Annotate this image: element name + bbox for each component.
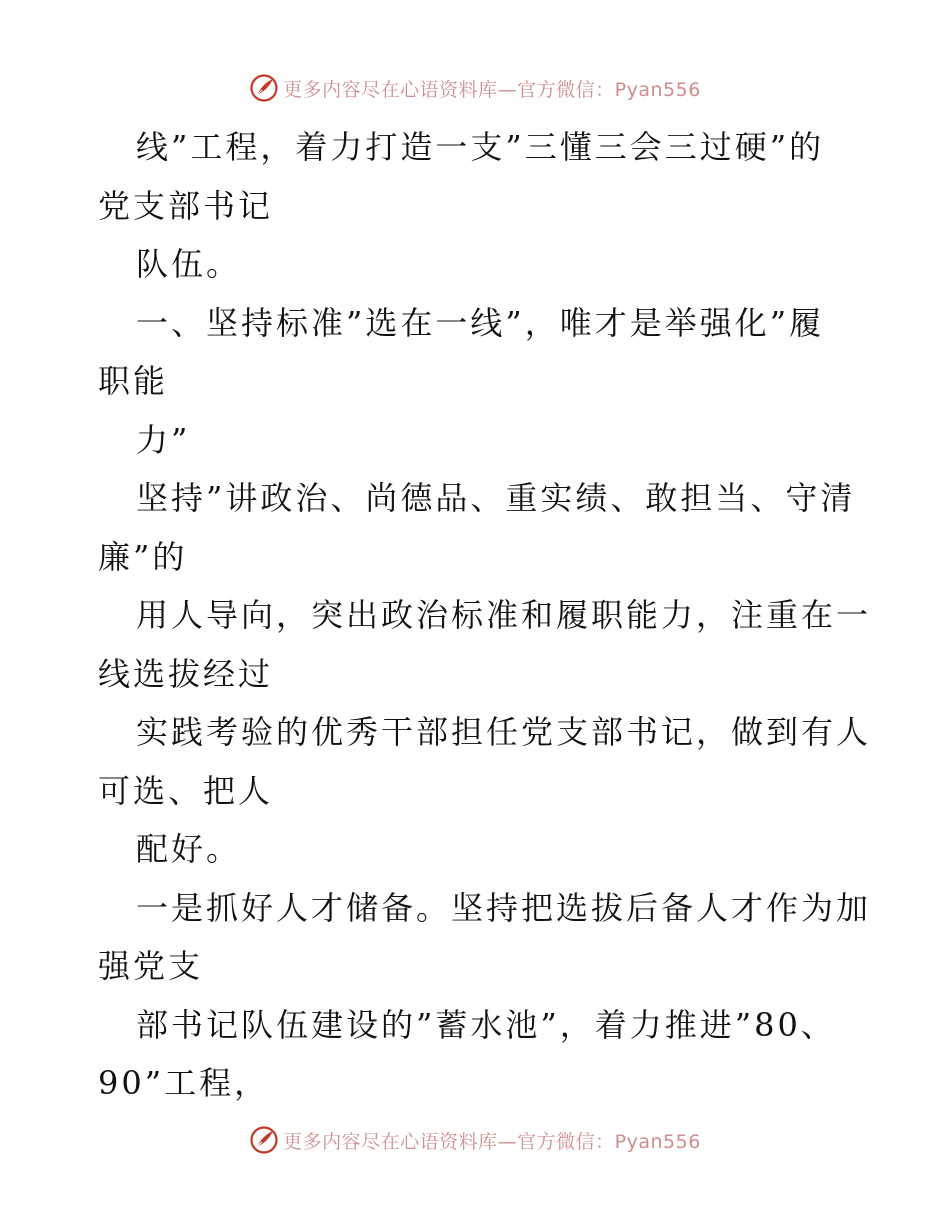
section-heading-line: 职能: [98, 362, 169, 400]
body-line: 廉”的: [98, 537, 188, 576]
quill-pen-logo-icon: [249, 73, 279, 103]
header-watermark-banner: [0, 68, 950, 108]
body-line: 90”工程，: [98, 1064, 270, 1102]
body-line: 强党支: [98, 947, 204, 985]
quill-pen-logo-icon: [249, 1125, 279, 1155]
body-line: 一是抓好人才储备。坚持把选拔后备人才作为加: [136, 888, 872, 927]
section-heading-line: 力”: [136, 420, 191, 459]
body-line: 实践考验的优秀干部担任党支部书记，做到有人: [136, 713, 872, 751]
body-line: 坚持”讲政治、尚德品、重实绩、敢担当、守清: [136, 479, 856, 517]
section-heading-line: 一、坚持标准”选在一线”，唯才是举强化”履: [136, 303, 825, 342]
body-line: 可选、把人: [98, 771, 274, 810]
body-line: 线”工程，着力打造一支”三懂三会三过硬”的: [136, 128, 825, 166]
footer-watermark-banner: [0, 1120, 950, 1160]
footer-watermark-text: 更多内容尽在心语资料库—官方微信：Pyan556: [283, 1130, 701, 1153]
document-body: [98, 118, 872, 1113]
body-line: 线选拔经过: [98, 654, 274, 693]
body-line: 党支部书记: [98, 186, 274, 225]
header-watermark-text: 更多内容尽在心语资料库—官方微信：Pyan556: [283, 78, 701, 101]
body-line: 队伍。: [136, 245, 242, 283]
body-line: 部书记队伍建设的”蓄水池”，着力推进”80、: [136, 1005, 836, 1044]
body-line: 用人导向，突出政治标准和履职能力，注重在一: [136, 596, 872, 634]
body-line: 配好。: [136, 830, 242, 868]
